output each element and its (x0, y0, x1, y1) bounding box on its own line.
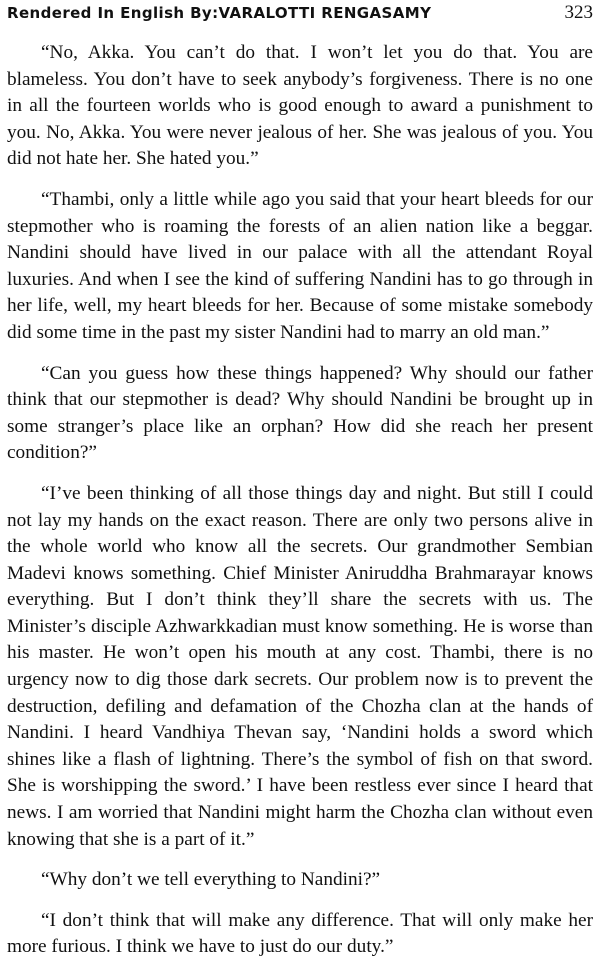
paragraph: “I don’t think that will make any difference. That will only make her more furious. I think we have to just do our duty.” (7, 909, 593, 958)
page-number: 323 (564, 2, 593, 23)
paragraph: “Can you guess how these things happened? Why should our father think that our stepmother is dead? Why should Nandini be brought up in some stranger’s place like an orphan? How did she reach her present condition?” (7, 362, 593, 464)
running-title: Rendered In English By:VARALOTTI RENGASAMY (7, 4, 432, 22)
body-text (7, 40, 593, 961)
paragraph: “I’ve been thinking of all those things day and night. But still I could not lay my hands on the exact reason. There are only two persons alive in the whole world who know all the secrets. Our grandmother Sembian Madevi knows something. Chief Minister Aniruddha Brahmarayar knows everything. But I don’t think they’ll share the secrets with us. The Minister’s disciple Azhwarkkadian must know something. He is worse than his master. He won’t open his mouth at any cost. Thambi, there is no urgency now to dig those dark secrets. Our problem now is to prevent the destruction, defiling and defamation of the Chozha clan at the hands of Nandini. I heard Vandhiya Thevan say, ‘Nandini holds a sword which shines like a flash of lightning. There’s the symbol of fish on that sword. She is worshipping the sword.’ I have been restless ever since I heard that news. I am worried that Nandini might harm the Chozha clan without even knowing that she is a part of it.” (7, 482, 593, 850)
paragraph: “Why don’t we tell everything to Nandini?” (41, 869, 381, 891)
paragraph: “Thambi, only a little while ago you said that your heart bleeds for our stepmother who is roaming the forests of an alien nation like a beggar. Nandini should have lived in our palace with all the attendant Royal luxuries. And when I see the kind of suffering Nandini has to go through in her life, well, my heart bleeds for her. Because of some mistake somebody did some time in the past my sister Nandini had to marry an old man.” (7, 188, 593, 343)
running-header (7, 2, 593, 32)
paragraph: “No, Akka. You can’t do that. I won’t let you do that. You are blameless. You don’t have to seek anybody’s forgiveness. There is no one in all the fourteen worlds who is good enough to award a punishment to you. No, Akka. You were never jealous of her. She was jealous of you. You did not hate her. She hated you.” (7, 42, 593, 170)
